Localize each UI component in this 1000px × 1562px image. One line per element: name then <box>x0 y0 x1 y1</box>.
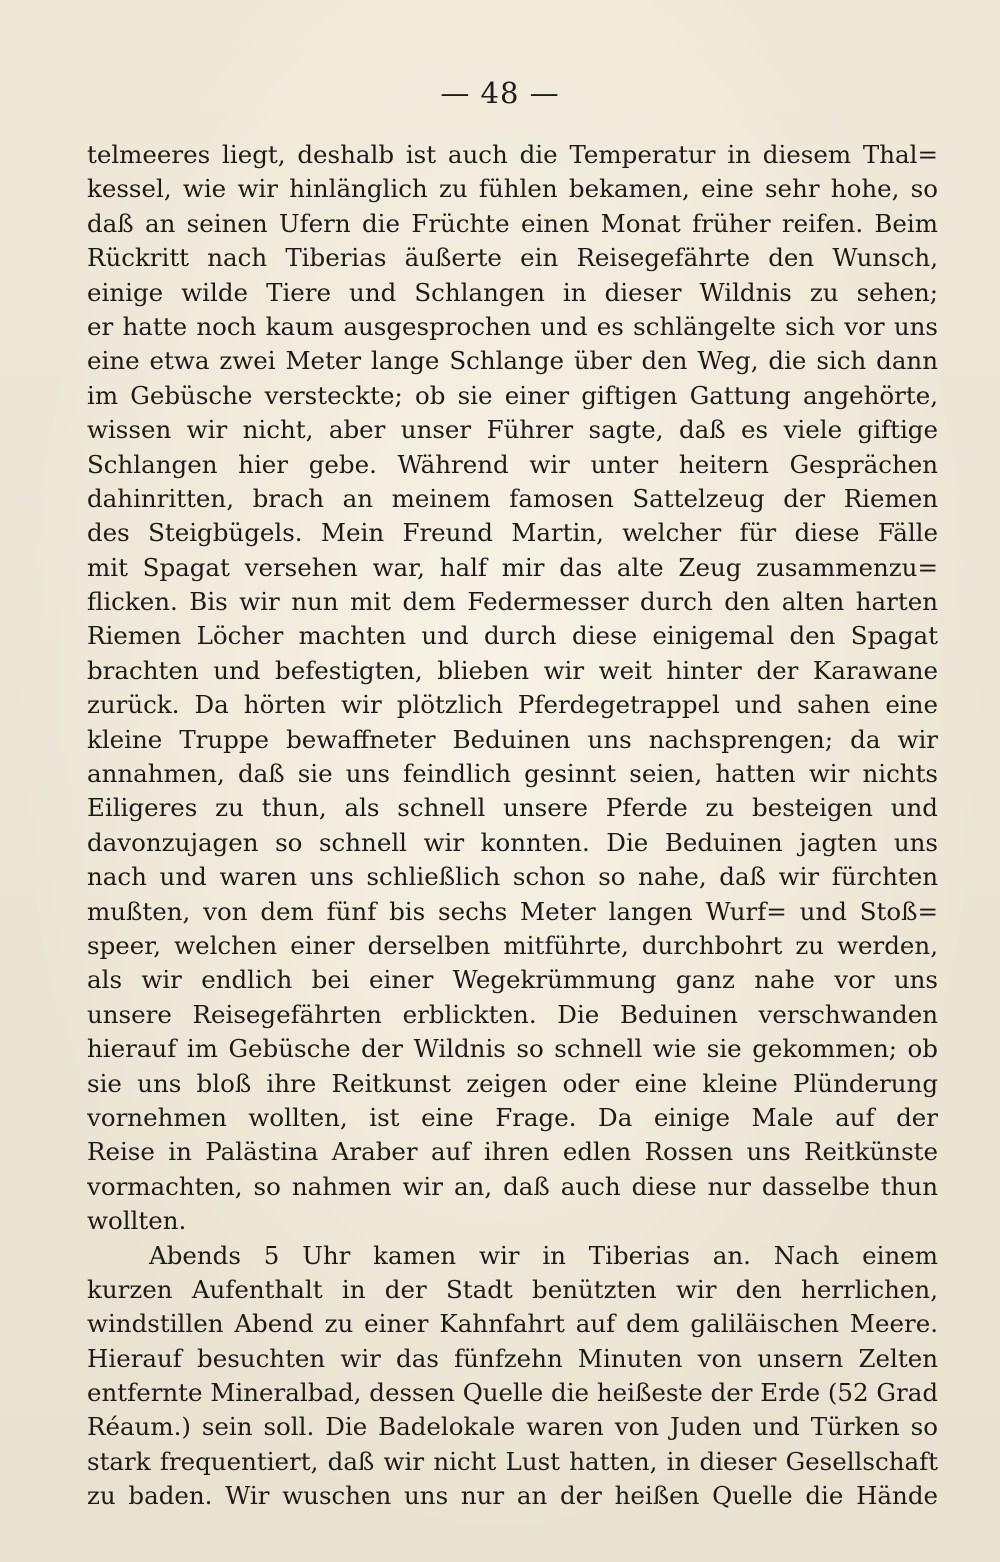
text-line: kleine Truppe bewaffneter Beduinen uns nachsprengen; da wir <box>87 724 938 754</box>
text-line: windstillen Abend zu einer Kahnfahrt auf dem galiläischen Meere. <box>87 1309 938 1339</box>
text-line: brachten und befestigten, blieben wir weit hinter der Karawane <box>87 655 938 685</box>
text-line: annahmen, daß sie uns feindlich gesinnt seien, hatten wir nichts <box>87 759 938 789</box>
text-line: des Steigbügels. Mein Freund Martin, welcher für diese Fälle <box>87 518 938 548</box>
text-line: zurück. Da hörten wir plötzlich Pferdegetrappel und sahen eine <box>87 690 938 720</box>
text-line: dahinritten, brach an meinem famosen Sattelzeug der Riemen <box>87 483 938 513</box>
text-line: Eiligeres zu thun, als schnell unsere Pferde zu besteigen und <box>87 793 938 823</box>
text-line: zu baden. Wir wuschen uns nur an der heißen Quelle die Hände <box>87 1481 938 1511</box>
body-text <box>87 138 938 1514</box>
text-line: als wir endlich bei einer Wegekrümmung ganz nahe vor uns <box>87 965 938 995</box>
text-line: er hatte noch kaum ausgesprochen und es schlängelte sich vor uns <box>87 311 938 341</box>
text-line: Schlangen hier gebe. Während wir unter heitern Gesprächen <box>87 449 938 479</box>
text-line: vormachten, so nahmen wir an, daß auch diese nur dasselbe thun <box>87 1171 938 1201</box>
text-line: Riemen Löcher machten und durch diese einigemal den Spagat <box>87 621 938 651</box>
text-line: wissen wir nicht, aber unser Führer sagte, daß es viele giftige <box>87 415 938 445</box>
text-line: kessel, wie wir hinlänglich zu fühlen bekamen, eine sehr hohe, so <box>87 174 938 204</box>
text-line: sie uns bloß ihre Reitkunst zeigen oder eine kleine Plünderung <box>87 1068 938 1098</box>
page-number: — 48 — <box>440 76 560 110</box>
text-line: wollten. <box>87 1206 187 1236</box>
text-line: kurzen Aufenthalt in der Stadt benützten wir den herrlichen, <box>87 1274 938 1304</box>
text-line: entfernte Mineralbad, dessen Quelle die heißeste der Erde (52 Grad <box>87 1378 938 1408</box>
text-line: Réaum.) sein soll. Die Badelokale waren von Juden und Türken so <box>87 1412 938 1442</box>
text-line: unsere Reisegefährten erblickten. Die Beduinen verschwanden <box>87 999 938 1029</box>
text-line: Abends 5 Uhr kamen wir in Tiberias an. Nach einem <box>149 1240 938 1270</box>
text-line: hierauf im Gebüsche der Wildnis so schnell wie sie gekommen; ob <box>87 1034 938 1064</box>
text-line: Rückritt nach Tiberias äußerte ein Reisegefährte den Wunsch, <box>87 243 938 273</box>
text-line: Hierauf besuchten wir das fünfzehn Minuten von unsern Zelten <box>87 1343 938 1373</box>
text-line: speer, welchen einer derselben mitführte, durchbohrt zu werden, <box>87 930 938 960</box>
text-line: im Gebüsche versteckte; ob sie einer giftigen Gattung angehörte, <box>87 380 938 410</box>
text-line: daß an seinen Ufern die Früchte einen Monat früher reifen. Beim <box>87 208 938 238</box>
text-line: mußten, von dem fünf bis sechs Meter langen Wurf= und Stoß= <box>87 896 938 926</box>
text-line: mit Spagat versehen war, half mir das alte Zeug zusammenzu= <box>87 552 938 582</box>
text-line: vornehmen wollten, ist eine Frage. Da einige Male auf der <box>87 1102 938 1132</box>
text-line: telmeeres liegt, deshalb ist auch die Temperatur in diesem Thal= <box>87 140 938 169</box>
text-line: stark frequentiert, daß wir nicht Lust hatten, in dieser Gesellschaft <box>87 1446 938 1476</box>
text-line: flicken. Bis wir nun mit dem Federmesser durch den alten harten <box>87 587 938 617</box>
text-line: eine etwa zwei Meter lange Schlange über den Weg, die sich dann <box>87 346 938 376</box>
text-line: einige wilde Tiere und Schlangen in dieser Wildnis zu sehen; <box>87 277 938 307</box>
text-line: Reise in Palästina Araber auf ihren edlen Rossen uns Reitkünste <box>87 1137 938 1167</box>
text-line: davonzujagen so schnell wir konnten. Die Beduinen jagten uns <box>87 827 938 857</box>
text-line: nach und waren uns schließlich schon so nahe, daß wir fürchten <box>87 862 938 892</box>
